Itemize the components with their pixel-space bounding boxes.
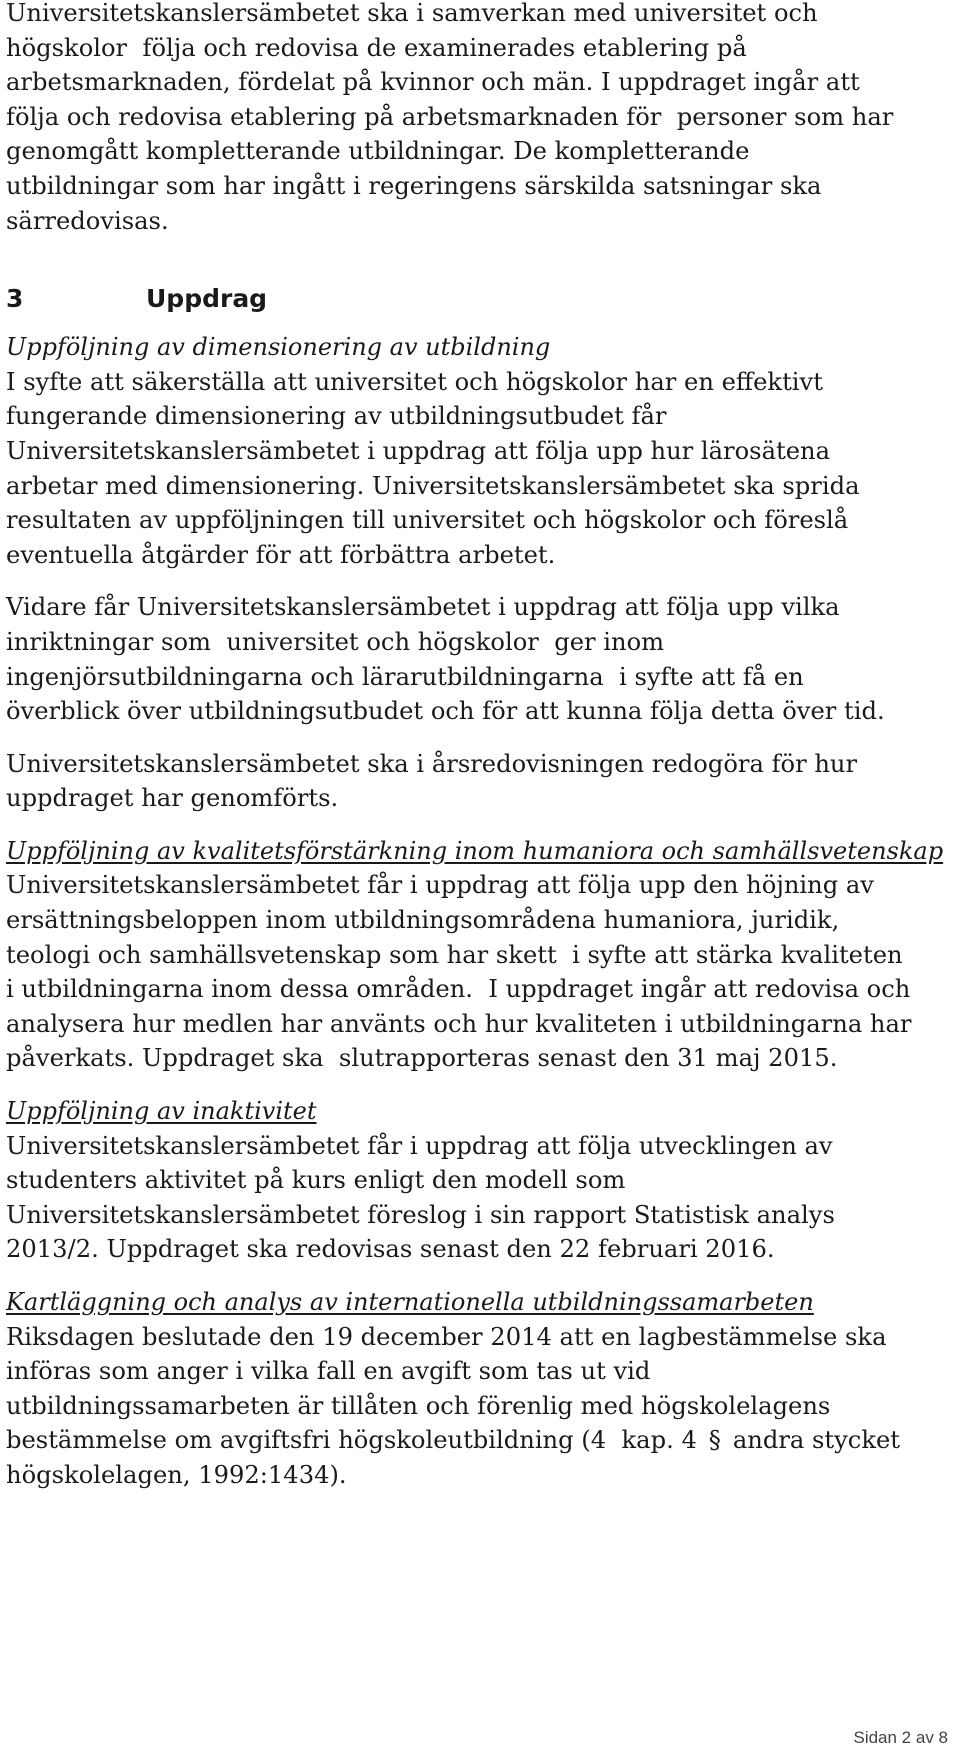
text-line: högskolor följa och redovisa de examinerades etablering på bbox=[6, 33, 747, 62]
text-line: Universitetskanslersämbetet föreslog i sin rapport Statistisk analys bbox=[6, 1200, 835, 1229]
text-line: införas som anger i vilka fall en avgift som tas ut vid bbox=[6, 1357, 651, 1386]
arsredovisning-paragraph bbox=[6, 747, 936, 816]
text-line: teologi och samhällsvetenskap som har skett i syfte att stärka kvaliteten bbox=[6, 940, 903, 969]
text-line: utbildningssamarbeten är tillåten och förenlig med högskolelagens bbox=[6, 1391, 831, 1420]
text-line: Universitetskanslersämbetet får i uppdrag att följa utvecklingen av bbox=[6, 1131, 833, 1160]
text-line: i utbildningarna inom dessa områden. I uppdraget ingår att redovisa och bbox=[6, 975, 911, 1004]
text-line: arbetsmarknaden, fördelat på kvinnor och män. I uppdraget ingår att bbox=[6, 68, 860, 97]
subheading-internationella: Kartläggning och analys av internationella utbildningssamarbeten bbox=[6, 1288, 814, 1316]
internationella-paragraph bbox=[6, 1320, 936, 1493]
text-line: eventuella åtgärder för att förbättra arbetet. bbox=[6, 540, 556, 569]
text-line: Riksdagen beslutade den 19 december 2014 att en lagbestämmelse ska bbox=[6, 1322, 887, 1351]
text-line: överblick över utbildningsutbudet och för att kunna följa detta över tid. bbox=[6, 697, 885, 726]
text-line: studenters aktivitet på kurs enligt den modell som bbox=[6, 1166, 626, 1195]
text-fragment: bestämmelse om avgiftsfri högskoleutbildning (4 kap. 4 bbox=[6, 1426, 697, 1455]
text-line: särredovisas. bbox=[6, 206, 169, 235]
document-page bbox=[6, 0, 944, 1493]
text-line: högskolelagen, 1992:1434). bbox=[6, 1460, 347, 1489]
text-line: följa och redovisa etablering på arbetsmarknaden för personer som har bbox=[6, 102, 894, 131]
text-line: fungerande dimensionering av utbildningsutbudet får bbox=[6, 402, 667, 431]
text-line: ingenjörsutbildningarna och lärarutbildningarna i syfte att få en bbox=[6, 662, 804, 691]
section-number: 3 bbox=[6, 284, 24, 314]
inaktivitet-paragraph bbox=[6, 1129, 936, 1267]
text-line: utbildningar som har ingått i regeringens särskilda satsningar ska bbox=[6, 171, 822, 200]
text-line: 2013/2. Uppdraget ska redovisas senast den 22 februari 2016. bbox=[6, 1235, 775, 1264]
text-line-with-section bbox=[6, 1423, 936, 1458]
text-line: genomgått kompletterande utbildningar. De kompletterande bbox=[6, 137, 750, 166]
text-line: analysera hur medlen har använts och hur kvaliteten i utbildningarna har bbox=[6, 1009, 912, 1038]
page-number-footer: Sidan 2 av 8 bbox=[853, 1728, 948, 1747]
inriktningar-paragraph bbox=[6, 590, 936, 728]
text-line: uppdraget har genomförts. bbox=[6, 784, 339, 813]
text-line: I syfte att säkerställa att universitet och högskolor har en effektivt bbox=[6, 367, 823, 396]
subheading-kvalitet: Uppföljning av kvalitetsförstärkning inom humaniora och samhällsvetenskap bbox=[6, 836, 944, 865]
section-heading bbox=[6, 282, 936, 316]
text-line: ersättningsbeloppen inom utbildningsområdena humaniora, juridik, bbox=[6, 906, 840, 935]
text-line: Universitetskanslersämbetet får i uppdrag att följa upp den höjning av bbox=[6, 871, 874, 900]
text-line: Universitetskanslersämbetet i uppdrag att följa upp hur lärosätena bbox=[6, 436, 831, 465]
text-line: Vidare får Universitetskanslersämbetet i uppdrag att följa upp vilka bbox=[6, 593, 840, 622]
text-line: resultaten av uppföljningen till universitet och högskolor och föreslå bbox=[6, 506, 849, 535]
text-line: Universitetskanslersämbetet ska i samverkan med universitet och bbox=[6, 0, 818, 27]
section-symbol: § bbox=[708, 1426, 721, 1455]
text-fragment: andra stycket bbox=[732, 1426, 901, 1455]
text-line: arbetar med dimensionering. Universitetskanslersämbetet ska sprida bbox=[6, 471, 860, 500]
section-title: Uppdrag bbox=[146, 284, 268, 314]
kvalitet-paragraph bbox=[6, 868, 936, 1076]
subheading-inaktivitet: Uppföljning av inaktivitet bbox=[6, 1097, 317, 1126]
intro-paragraph bbox=[6, 0, 936, 238]
text-line: Universitetskanslersämbetet ska i årsredovisningen redogöra för hur bbox=[6, 749, 858, 778]
text-line: inriktningar som universitet och högskolor ger inom bbox=[6, 627, 665, 656]
text-line: påverkats. Uppdraget ska slutrapporteras senast den 31 maj 2015. bbox=[6, 1044, 838, 1073]
dimensionering-paragraph bbox=[6, 365, 936, 573]
subheading-dimensionering: Uppföljning av dimensionering av utbildning bbox=[6, 333, 551, 362]
